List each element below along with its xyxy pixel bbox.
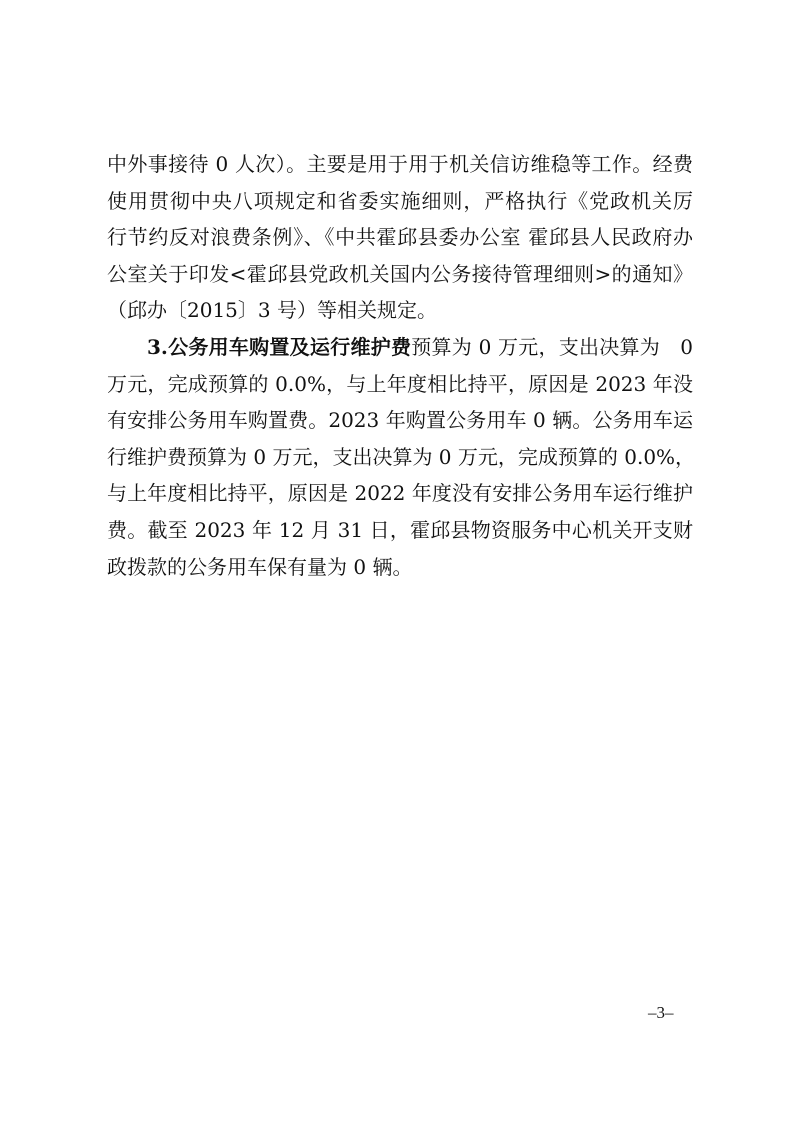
text-line: 公室关于印发<霍邱县党政机关国内公务接待管理细则>的通知》 [107,261,693,286]
text-line: 行维护费预算为 0 万元，支出决算为 0 万元，完成预算的 0.0%， [107,444,696,469]
text-line: 政拨款的公务用车保有量为 0 辆。 [107,554,413,579]
page-number: –3– [648,1003,674,1022]
text-line: （邱办〔2015〕3 号）等相关规定。 [107,298,437,323]
text-line: 有安排公务用车购置费。2023 年购置公务用车 0 辆。公务用车运 [107,408,693,433]
text-run: 预算为 0 万元，支出决算为 0 [411,334,693,359]
text-line: 费。截至 2023 年 12 月 31 日，霍邱县物资服务中心机关开支财 [107,517,693,542]
paragraph-first-line [107,329,693,366]
section-heading: 3.公务用车购置及运行维护费 [147,334,412,359]
text-line: 中外事接待 0 人次）。主要是用于用于机关信访维稳等工作。经费 [107,152,693,176]
paragraph-reception [107,146,693,329]
text-line: 万元，完成预算的 0.0%，与上年度相比持平，原因是 2023 年没 [107,371,693,396]
body-text [107,146,696,585]
paragraph-vehicle-expenses [107,329,696,585]
text-line: 行节约反对浪费条例》、《中共霍邱县委办公室 霍邱县人民政府办 [107,225,693,250]
text-line: 与上年度相比持平，原因是 2022 年度没有安排公务用车运行维护 [107,481,693,506]
text-line: 使用贯彻中央八项规定和省委实施细则，严格执行《党政机关厉 [107,188,693,213]
